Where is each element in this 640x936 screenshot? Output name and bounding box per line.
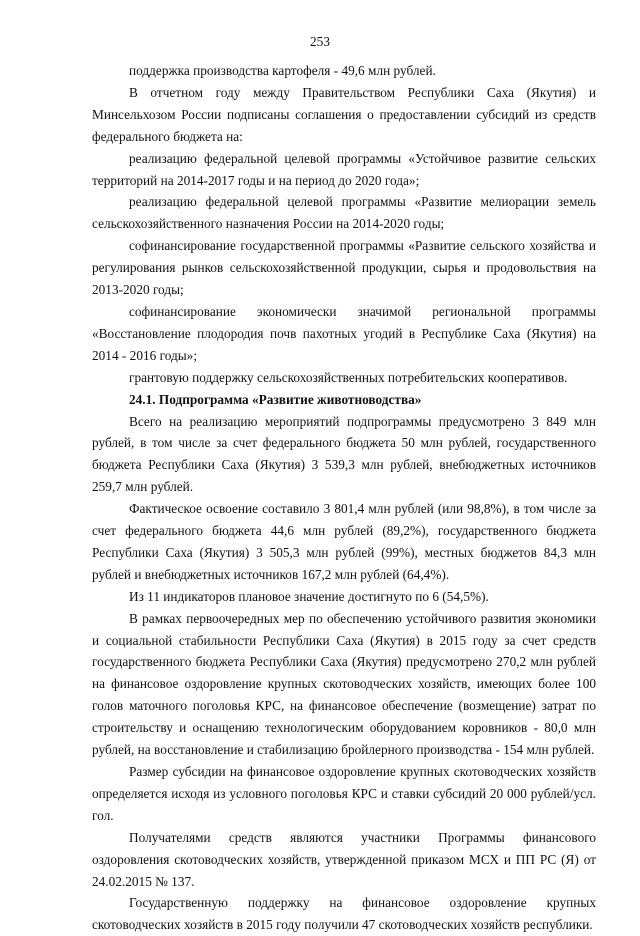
list-item-soil-fertility: «Восстановление плодородия почв пахотных угодий в Республике Саха (Якутия) на 2014 - 2016 годы»; [92, 325, 596, 363]
paragraph-potato-support: поддержка производства картофеля - 49,6 млн рублей. [129, 63, 436, 78]
list-item-agriculture-development: софинансирование государственной программы «Развитие сельского хозяйства и регулирования рынков сельскохозяйственной продукции, сырья и продовольствия на 2013-2020 годы; [92, 238, 596, 298]
paragraph-agreements-intro: В отчетном году между Правительством Республики Саха (Якутия) и Минсельхозом России подписаны соглашения о предоставлении субсидий из средств федерального бюджета на: [92, 84, 596, 144]
list-item-regional-program-lead: софинансирование экономически значимой региональной программы [129, 303, 596, 319]
paragraph-recipients: Получателями средств являются участники Программы финансового оздоровления скотоводческих хозяйств, утвержденной приказом МСХ и ПП РС (Я) от 24.02.2015 № 137. [92, 829, 596, 889]
paragraph-indicators: Из 11 индикаторов плановое значение достигнуто по 6 (54,5%). [129, 588, 489, 604]
paragraph-actual-spending: Фактическое освоение составило 3 801,4 млн рублей (или 98,8%), в том числе за счет федерального бюджета 44,6 млн рублей (89,2%), государственного бюджета Республики Саха (Якутия) 3 505,3 млн рублей (99%), местных бюджетов 84,3 млн рублей и внебюджетных источников 167,2 млн рублей (64,4%). [92, 501, 596, 582]
page-number: 253 [310, 34, 330, 49]
paragraph-total-funding: Всего на реализацию мероприятий подпрограммы предусмотрено 3 849 млн рублей, в том числе за счет федерального бюджета 50 млн рублей, государственного бюджета Республики Саха (Якутия) 3 539,3 млн рублей, внебюджетных источников 259,7 млн рублей. [92, 413, 596, 495]
list-item-land-melioration: реализацию федеральной целевой программы «Развитие мелиорации земель сельскохозяйственного назначения России на 2014-2020 годы; [92, 194, 596, 232]
paragraph-state-support: Государственную поддержку на финансовое оздоровление крупных скотоводческих хозяйств в 2015 году получили 47 скотоводческих хозяйств республики. [92, 895, 596, 933]
section-heading-livestock: 24.1. Подпрограмма «Развитие животноводства» [129, 391, 422, 407]
list-item-cooperatives-grant: грантовую поддержку сельскохозяйственных потребительских кооперативов. [129, 369, 568, 385]
paragraph-subsidy-size: Размер субсидии на финансовое оздоровление крупных скотоводческих хозяйств определяется исходя из условного поголовья КРС и ставки субсидий 20 000 рублей/усл. гол. [92, 764, 596, 823]
list-item-rural-territories: реализацию федеральной целевой программы «Устойчивое развитие сельских территорий на 2014-2017 годы и на период до 2020 года»; [92, 150, 596, 188]
paragraph-priority-measures: В рамках первоочередных мер по обеспечению устойчивого развития экономики и социальной стабильности Республики Саха (Якутия) в 2015 году за счет средств государственного бюджета Республики Саха (Якутия) предусмотрено 270,2 млн рублей на финансовое оздоровление крупных скотоводческих хозяйств, имеющих более 100 голов маточного поголовья КРС, на финансовое обеспечение (возмещение) затрат по строительству и оснащению технологическим оборудованием коровников - 80,0 млн рублей, на восстановление и стабилизацию бройлерного производства - 154 млн рублей. [92, 610, 596, 758]
document-body [92, 60, 596, 936]
